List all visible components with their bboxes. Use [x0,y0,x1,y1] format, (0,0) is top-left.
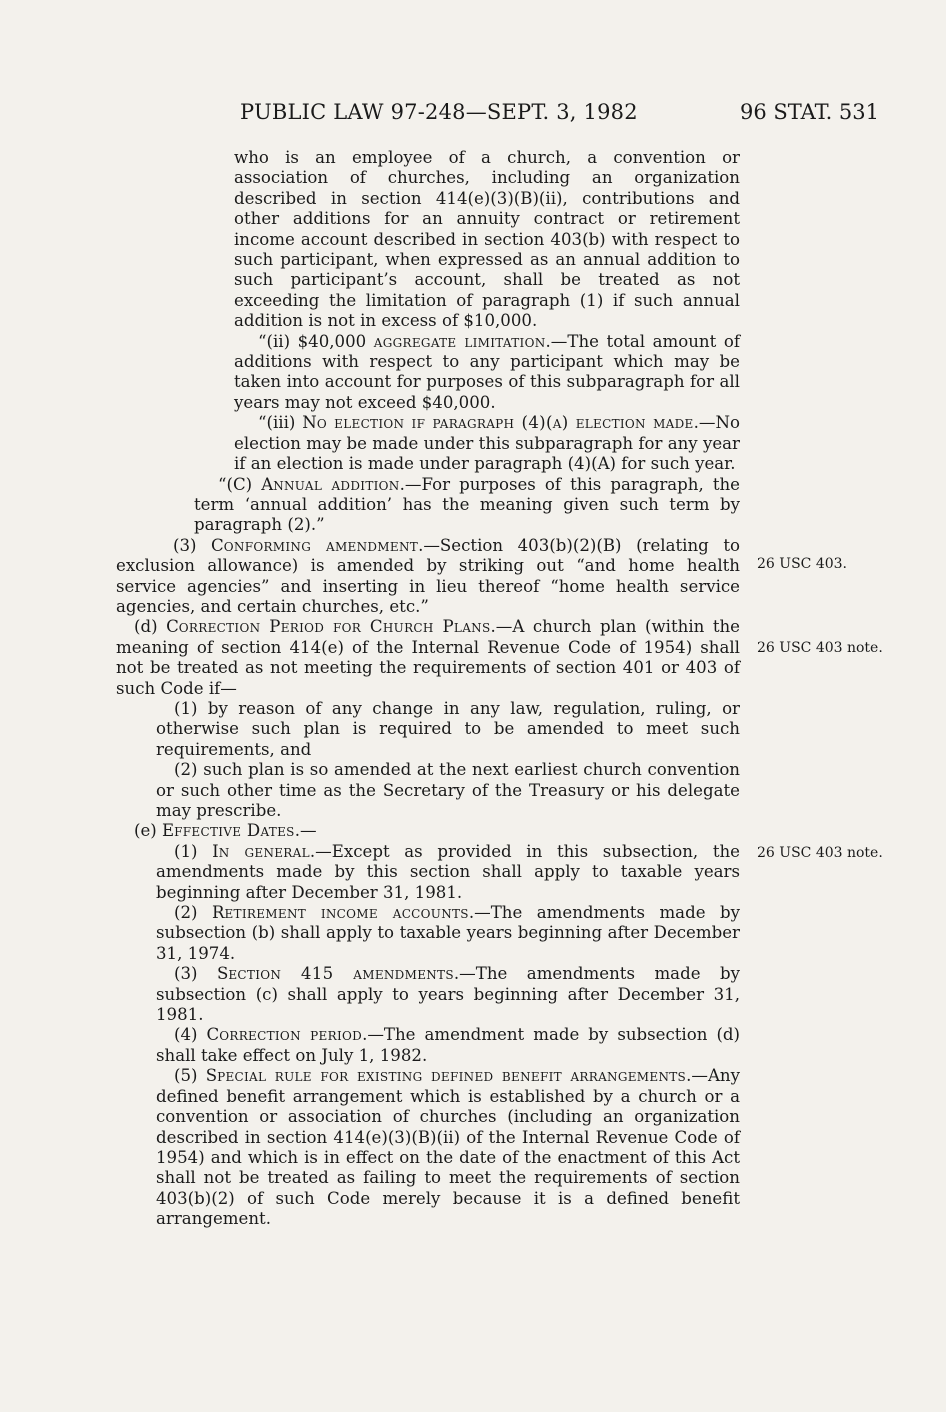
subparagraph-c: “(C) Annual addition.—For purposes of this paragraph, the term ‘annual addition’ has the meaning given such term by paragraph (2).” [194,474,740,535]
subsection-d: (d) Correction Period for Church Plans.—A church plan (within the meaning of section 414(e) of the Internal Revenue Code of 1954) shall not be treated as not meeting the requirements of section 401 or 403 of such Code if— [116,617,740,698]
subsection-e: (e) Effective Dates.— [134,821,317,841]
statute-page: 96 STAT. 531 [739,100,879,124]
subsection-d-2: (2) such plan is so amended at the next earliest church convention or such other time as the Secretary of the Treasury or his delegate may prescribe. [156,760,740,820]
paragraph-3-conforming: (3) Conforming amendment.—Section 403(b)(2)(B) (relating to exclusion allowance) is amended by striking out “and home health service agencies” and inserting in lieu thereof “home health service agencies, and certain churches, etc.” [116,535,740,616]
margin-note-usc-403: 26 USC 403. [757,556,847,572]
running-header [0,100,946,130]
clause-iii: “(iii) No election if paragraph (4)(a) election made.—No election may be made under this subparagraph for any year if an election is made under paragraph (4)(A) for such year. [234,413,741,474]
subsection-e-1: (1) In general.—Except as provided in this subsection, the amendments made by this section shall apply to taxable years beginning after December 31, 1981. [156,841,741,902]
document-body [116,148,740,1230]
margin-note-usc-403-note-d: 26 USC 403 note. [757,640,883,656]
subsection-d-1: (1) by reason of any change in any law, regulation, ruling, or otherwise such plan is required to be amended to meet such requirements, and [156,698,740,759]
subsection-e-3: (3) Section 415 amendments.—The amendments made by subsection (c) shall apply to years beginning after December 31, 1981. [156,964,740,1025]
law-citation: PUBLIC LAW 97-248—SEPT. 3, 1982 [240,100,638,124]
subsection-e-5: (5) Special rule for existing defined benefit arrangements.—Any defined benefit arrangement which is established by a church or a convention or association of churches (including an organization described in section 414(e)(3)(B)(ii) of the Internal Revenue Code of 1954) and which is in effect on the date of the enactment of this Act shall not be treated as failing to meet the requirements of section 403(b)(2) of such Code merely because it is a defined benefit arrangement. [156,1066,740,1229]
subsection-e-4: (4) Correction period.—The amendment made by subsection (d) shall take effect on July 1, 1982. [156,1025,741,1065]
clause-i-continuation: who is an employee of a church, a convention or association of churches, including an organization described in section 414(e)(3)(B)(ii), contributions and other additions for an annuity contract or retirement income account described in section 403(b) with respect to such participant, when expressed as an annual addition to such participant’s account, shall be treated as not exceeding the limitation of paragraph (1) if such annual addition is not in excess of $10,000. [234,148,740,331]
margin-note-usc-403-note-e: 26 USC 403 note. [757,845,883,861]
clause-ii: “(ii) $40,000 aggregate limitation.—The total amount of additions with respect to any participant which may be taken into account for purposes of this subparagraph for all years may not exceed $40,000. [234,331,740,412]
subsection-e-2: (2) Retirement income accounts.—The amendments made by subsection (b) shall apply to taxable years beginning after December 31, 1974. [156,903,740,963]
